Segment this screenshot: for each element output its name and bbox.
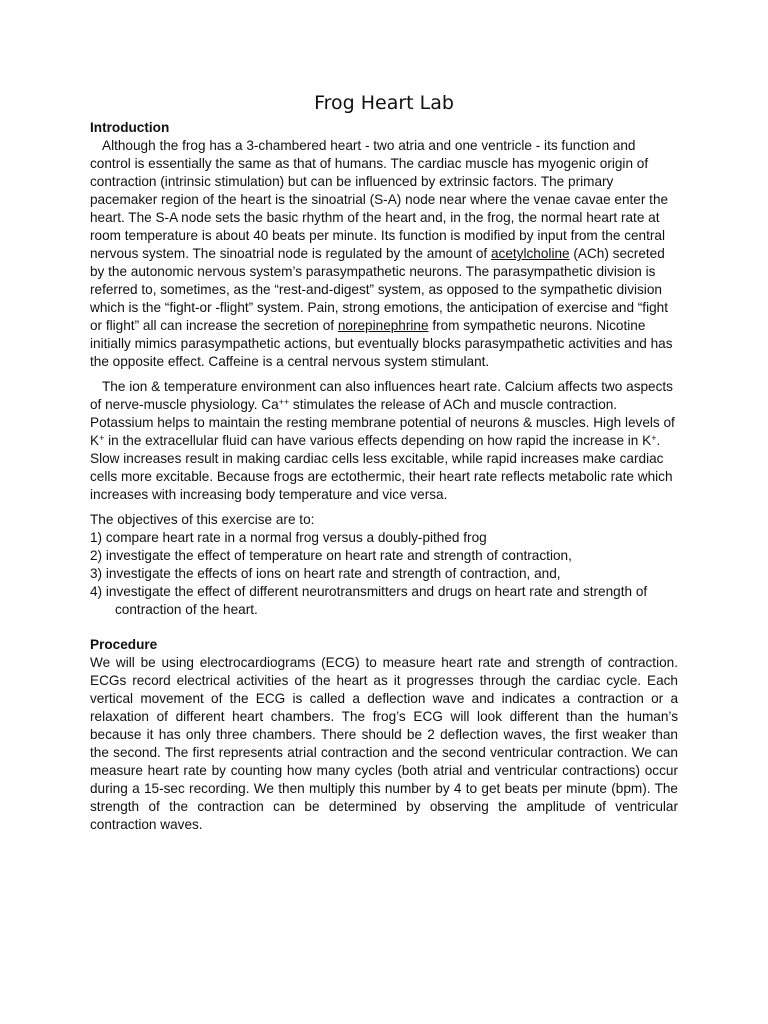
objective-item-3: 3) investigate the effects of ions on heart rate and strength of contraction, and,: [90, 566, 561, 581]
document-page: [90, 90, 678, 834]
intro-p1-text-1: Although the frog has a 3-chambered heart - two atria and one ventricle - its function and control is essentially the same as that of humans. The cardiac muscle has myogenic origin of contraction (intrinsic stimulation) but can be influenced by extrinsic factors. The primary pacemaker region of the heart is the sinoatrial (S-A) node near where the venae cavae enter the heart. The S-A node sets the basic rhythm of the heart and, in the frog, the normal heart rate at room temperature is about 40 beats per minute. Its function is modified by input from the central nervous system. The sinoatrial node is regulated by the amount of: [90, 138, 669, 261]
page-title: Frog Heart Lab: [314, 92, 454, 114]
objectives-intro: The objectives of this exercise are to:: [90, 512, 315, 527]
calcium-superscript: ++: [278, 397, 290, 407]
acetylcholine-term: acetylcholine: [491, 246, 570, 261]
intro-p2-text-1: The ion & temperature environment can also influences heart rate. Calcium affects two aspects of nerve-muscle physiology. Ca: [90, 379, 673, 412]
intro-p1-text-3: from sympathetic neurons. Nicotine initially mimics parasympathetic actions, but eventually blocks parasympathetic activities and has the opposite effect. Caffeine is a central nervous system stimulant.: [90, 318, 673, 369]
intro-paragraph-1: [90, 137, 678, 371]
procedure-paragraph: We will be using electrocardiograms (ECG) to measure heart rate and strength of contraction. ECGs record electrical activities of the heart as it progresses through the cardiac cycle. Each vertical movement of the ECG is called a deflection wave and indicates a contraction or a relaxation of different heart chambers. The frog’s ECG will look different than the human’s because it has only three chambers. There should be 2 deflection waves, the first weaker than the second. The first represents atrial contraction and the second ventricular contraction. We can measure heart rate by counting how many cycles (both atrial and ventricular contractions) occur during a 15-sec recording. We then multiply this number by 4 to get beats per minute (bpm). The strength of the contraction can be determined by observing the amplitude of ventricular contraction waves.: [90, 655, 678, 832]
intro-p2-text-4: . Slow increases result in making cardiac cells less excitable, while rapid increases make cardiac cells more excitable. Because frogs are ectothermic, their heart rate reflects metabolic rate which increases with increasing body temperature and vice versa.: [90, 433, 673, 502]
intro-p2-text-2: stimulates the release of ACh and muscle contraction. Potassium helps to maintain the resting membrane potential of neurons & muscles. High levels of K: [90, 397, 675, 448]
norepinephrine-term: norepinephrine: [337, 318, 429, 333]
potassium-superscript-2: +: [651, 433, 657, 443]
objective-item-1: 1) compare heart rate in a normal frog versus a doubly-pithed frog: [90, 530, 487, 545]
intro-p2-text-3: in the extracellular fluid can have various effects depending on how rapid the increase in K: [104, 433, 652, 448]
objective-item-4: 4) investigate the effect of different neurotransmitters and drugs on heart rate and strength of contraction of the heart.: [90, 584, 648, 617]
intro-p1-text-2: (ACh) secreted by the autonomic nervous system’s parasympathetic neurons. The parasympathetic division is referred to, sometimes, as the “rest-and-digest” system, as opposed to the sympathetic division which is the “fight-or -flight” system. Pain, strong emotions, the anticipation of exercise and “fight or flight” all can increase the secretion of: [90, 246, 668, 333]
introduction-heading: Introduction: [90, 120, 170, 135]
objective-item-2: 2) investigate the effect of temperature on heart rate and strength of contraction,: [90, 548, 572, 563]
intro-paragraph-2: [90, 378, 678, 504]
procedure-heading: Procedure: [90, 637, 158, 652]
objectives-list: [90, 529, 678, 619]
potassium-superscript-1: +: [99, 433, 105, 443]
